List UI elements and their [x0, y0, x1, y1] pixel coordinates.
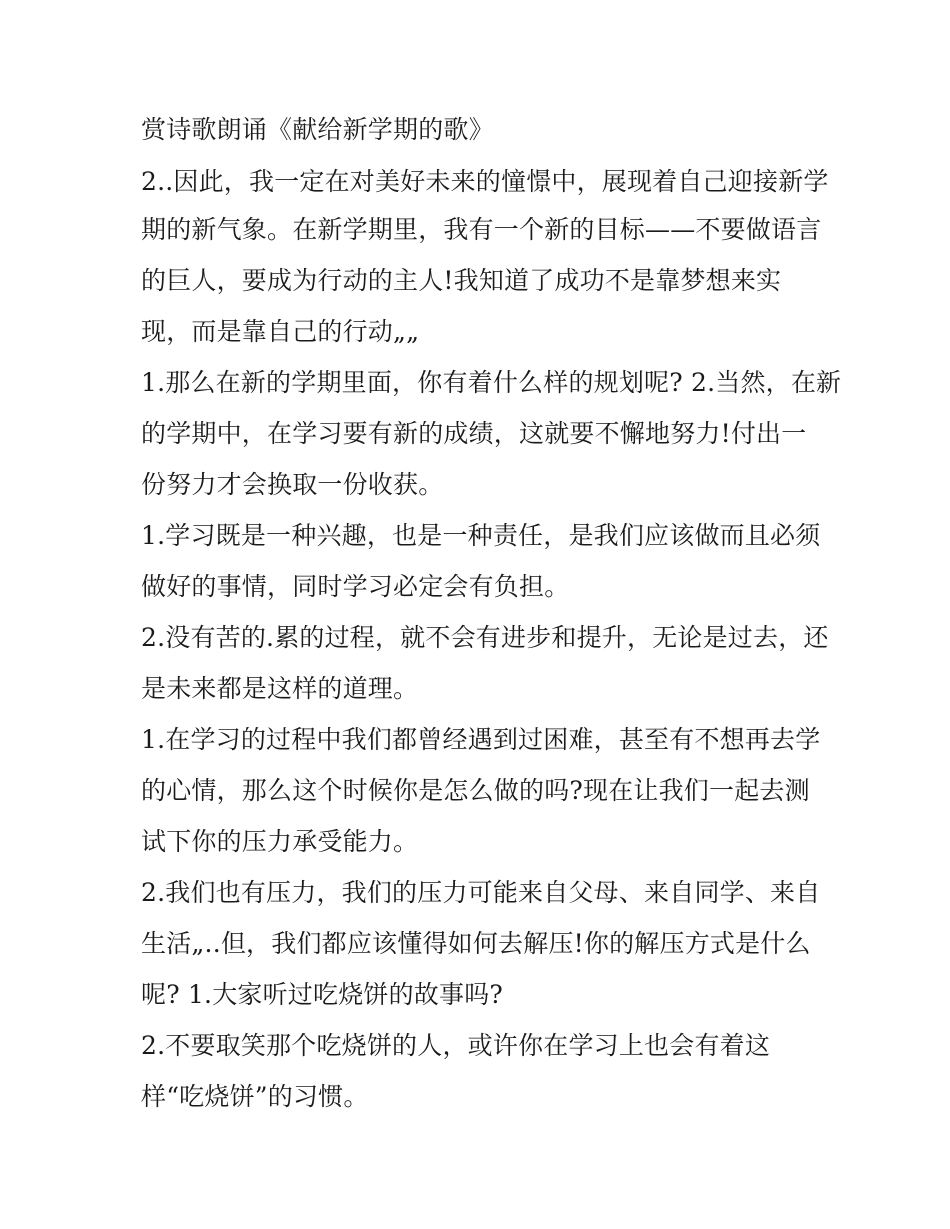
text-line: 的学期中，在学习要有新的成绩，这就要不懈地努力!付出一 [141, 419, 807, 448]
text-line: 生活„..但，我们都应该懂得如何去解压!你的解压方式是什么 [141, 929, 811, 958]
text-line: 的巨人，要成为行动的主人!我知道了成功不是靠梦想来实 [141, 266, 782, 295]
text-line: 期的新气象。在新学期里，我有一个新的目标——不要做语言 [141, 215, 822, 244]
text-line: 的心情，那么这个时候你是怎么做的吗?现在让我们一起去测 [141, 776, 810, 805]
text-line: 是未来都是这样的道理。 [141, 674, 419, 703]
text-line: 1.在学习的过程中我们都曾经遇到过困难，甚至有不想再去学 [141, 725, 821, 754]
text-line: 1.那么在新的学期里面，你有着什么样的规划呢? 2.当然，在新 [141, 368, 842, 397]
text-line: 1.学习既是一种兴趣，也是一种责任，是我们应该做而且必须 [141, 521, 821, 550]
text-line: 2.没有苦的.累的过程，就不会有进步和提升，无论是过去，还 [141, 623, 829, 652]
text-line: 呢? 1.大家听过吃烧饼的故事吗? [141, 980, 504, 1009]
text-line: 2..因此，我一定在对美好未来的憧憬中，展现着自己迎接新学 [141, 167, 829, 196]
text-line: 份努力才会换取一份收获。 [141, 470, 444, 499]
text-line: 赏诗歌朗诵《献给新学期的歌》 [141, 115, 494, 144]
text-line: 做好的事情，同时学习必定会有负担。 [141, 572, 570, 601]
text-line: 2.不要取笑那个吃烧饼的人，或许你在学习上也会有着这 [141, 1031, 771, 1060]
text-line: 2.我们也有压力，我们的压力可能来自父母、来自同学、来自 [141, 878, 821, 907]
text-line: 样“吃烧饼”的习惯。 [141, 1082, 369, 1111]
text-line: 试下你的压力承受能力。 [141, 827, 419, 856]
text-line: 现，而是靠自己的行动„„ [141, 317, 420, 346]
